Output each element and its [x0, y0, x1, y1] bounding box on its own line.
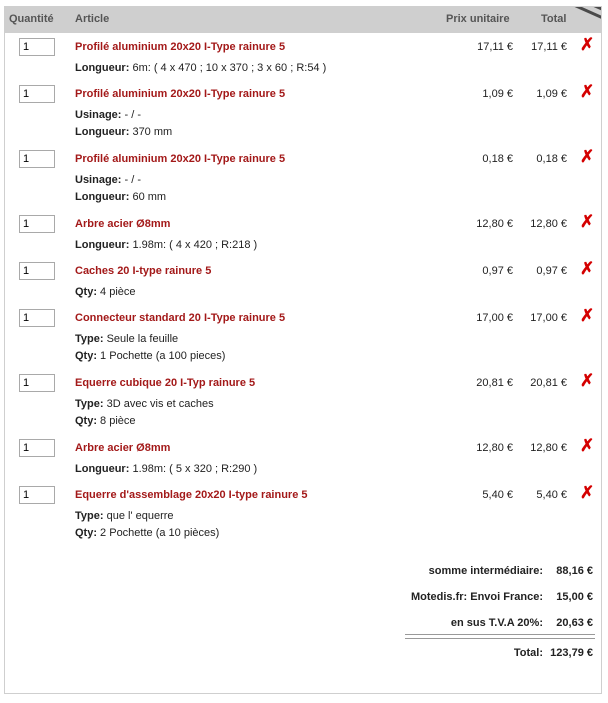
remove-item-icon[interactable]: ✗	[580, 259, 595, 278]
attribute-label: Longueur:	[75, 239, 130, 251]
grand-total-label: Total:	[513, 647, 543, 659]
attribute-value: 1 Pochette (a 100 pieces)	[97, 350, 226, 362]
item-attribute	[75, 62, 326, 74]
shipping-value: 15,00 €	[556, 591, 593, 603]
attribute-value: - / -	[121, 174, 142, 186]
total-divider	[405, 634, 595, 639]
table-header	[5, 7, 601, 33]
item-attribute	[75, 350, 225, 362]
item-attribute	[75, 126, 172, 138]
column-header-total: Total	[541, 13, 567, 25]
product-name-link[interactable]: Profilé aluminium 20x20 I-Type rainure 5	[75, 153, 286, 165]
attribute-label: Longueur:	[75, 126, 130, 138]
attribute-label: Type:	[75, 510, 104, 522]
item-attribute	[75, 398, 214, 410]
product-name-link[interactable]: Arbre acier Ø8mm	[75, 218, 171, 230]
line-total: 20,81 €	[530, 377, 567, 389]
attribute-value: 6m: ( 4 x 470 ; 10 x 370 ; 3 x 60 ; R:54 )	[129, 62, 327, 74]
subtotal-label: somme intermédiaire:	[428, 565, 543, 577]
corner-decoration	[561, 7, 601, 33]
line-total: 12,80 €	[530, 442, 567, 454]
quantity-input[interactable]	[19, 439, 55, 457]
unit-price: 0,97 €	[482, 265, 513, 277]
line-total: 17,00 €	[530, 312, 567, 324]
item-attribute	[75, 191, 166, 203]
attribute-value: 8 pièce	[97, 415, 136, 427]
line-total: 0,97 €	[536, 265, 567, 277]
attribute-value: 370 mm	[129, 126, 173, 138]
attribute-label: Longueur:	[75, 62, 130, 74]
product-name-link[interactable]: Profilé aluminium 20x20 I-Type rainure 5	[75, 88, 286, 100]
quantity-input[interactable]	[19, 38, 55, 56]
grand-total-value: 123,79 €	[550, 647, 593, 659]
attribute-label: Qty:	[75, 350, 97, 362]
unit-price: 1,09 €	[482, 88, 513, 100]
attribute-value: 1.98m: ( 5 x 320 ; R:290 )	[129, 463, 258, 475]
attribute-label: Qty:	[75, 527, 97, 539]
product-name-link[interactable]: Profilé aluminium 20x20 I-Type rainure 5	[75, 41, 286, 53]
item-attribute	[75, 510, 174, 522]
item-attribute	[75, 109, 141, 121]
unit-price: 20,81 €	[476, 377, 513, 389]
product-name-link[interactable]: Connecteur standard 20 I-Type rainure 5	[75, 312, 286, 324]
remove-item-icon[interactable]: ✗	[580, 212, 595, 231]
remove-item-icon[interactable]: ✗	[580, 483, 595, 502]
shopping-cart-table	[4, 6, 602, 694]
item-attribute	[75, 527, 219, 539]
remove-item-icon[interactable]: ✗	[580, 147, 595, 166]
line-total: 17,11 €	[531, 41, 567, 53]
quantity-input[interactable]	[19, 262, 55, 280]
item-attribute	[75, 174, 141, 186]
vat-value: 20,63 €	[556, 617, 593, 629]
product-name-link[interactable]: Caches 20 I-type rainure 5	[75, 265, 212, 277]
attribute-value: - / -	[121, 109, 142, 121]
product-name-link[interactable]: Arbre acier Ø8mm	[75, 442, 171, 454]
unit-price: 12,80 €	[476, 442, 513, 454]
line-total: 1,09 €	[536, 88, 567, 100]
line-total: 5,40 €	[536, 489, 567, 501]
line-total: 0,18 €	[536, 153, 567, 165]
line-total: 12,80 €	[530, 218, 567, 230]
attribute-value: que l' equerre	[103, 510, 174, 522]
remove-item-icon[interactable]: ✗	[580, 82, 595, 101]
quantity-input[interactable]	[19, 309, 55, 327]
item-attribute	[75, 333, 178, 345]
attribute-label: Qty:	[75, 286, 97, 298]
unit-price: 12,80 €	[476, 218, 513, 230]
attribute-value: 4 pièce	[97, 286, 136, 298]
shipping-label: Motedis.fr: Envoi France:	[410, 591, 543, 603]
unit-price: 5,40 €	[482, 489, 513, 501]
attribute-value: 3D avec vis et caches	[103, 398, 214, 410]
unit-price: 17,00 €	[476, 312, 513, 324]
remove-item-icon[interactable]: ✗	[580, 306, 595, 325]
column-header-unit-price: Prix unitaire	[446, 13, 510, 25]
item-attribute	[75, 463, 257, 475]
column-header-article: Article	[75, 13, 110, 25]
attribute-label: Usinage:	[75, 109, 122, 121]
attribute-label: Longueur:	[75, 463, 130, 475]
item-attribute	[75, 286, 136, 298]
remove-item-icon[interactable]: ✗	[580, 35, 595, 54]
attribute-value: 60 mm	[129, 191, 167, 203]
remove-item-icon[interactable]: ✗	[580, 436, 595, 455]
attribute-label: Type:	[75, 333, 104, 345]
item-attribute	[75, 415, 136, 427]
attribute-label: Usinage:	[75, 174, 122, 186]
quantity-input[interactable]	[19, 85, 55, 103]
attribute-value: 2 Pochette (a 10 pièces)	[97, 527, 220, 539]
quantity-input[interactable]	[19, 486, 55, 504]
unit-price: 17,11 €	[477, 41, 513, 53]
vat-label: en sus T.V.A 20%:	[450, 617, 543, 629]
product-name-link[interactable]: Equerre d'assemblage 20x20 I-type rainure 5	[75, 489, 308, 501]
unit-price: 0,18 €	[482, 153, 513, 165]
remove-item-icon[interactable]: ✗	[580, 371, 595, 390]
quantity-input[interactable]	[19, 374, 55, 392]
attribute-label: Type:	[75, 398, 104, 410]
quantity-input[interactable]	[19, 215, 55, 233]
attribute-value: Seule la feuille	[103, 333, 179, 345]
subtotal-value: 88,16 €	[556, 565, 593, 577]
quantity-input[interactable]	[19, 150, 55, 168]
attribute-label: Longueur:	[75, 191, 130, 203]
column-header-quantity: Quantité	[9, 13, 54, 25]
attribute-value: 1.98m: ( 4 x 420 ; R:218 )	[129, 239, 258, 251]
attribute-label: Qty:	[75, 415, 97, 427]
product-name-link[interactable]: Equerre cubique 20 I-Typ rainure 5	[75, 377, 256, 389]
item-attribute	[75, 239, 257, 251]
